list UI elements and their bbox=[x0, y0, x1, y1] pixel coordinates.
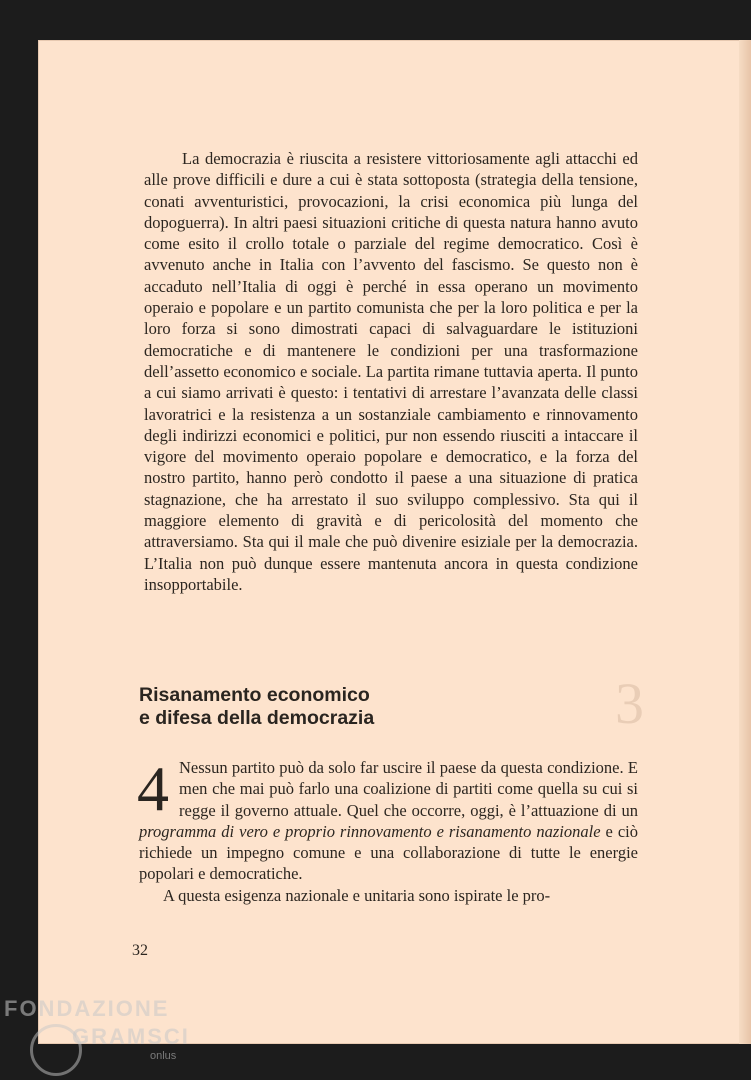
section-text-emphasis: programma di vero e proprio rinnovamento e risanamento nazionale bbox=[139, 821, 601, 841]
section-heading-line2: e difesa della democrazia bbox=[139, 706, 375, 729]
body-paragraph-text: La democrazia è riuscita a resistere vittoriosamente agli attacchi ed alle prove difficili e dure a cui è stata sottoposta (strategia della tensione, conati avventuristici, provocazioni, la crisi economica più lunga del dopoguerra). In altri paesi situazioni critiche di questa natura hanno avuto come esito il crollo totale o parziale del regime democratico. Così è avvenuto anche in Italia con l’avvento del fascismo. Se questo non è accaduto nell’Italia di oggi è perché in essa operano un movimento operaio e popolare e un partito comunista che per la loro politica e per la loro forza si sono dimostrati capaci di salvaguardare le istituzioni democratiche e di mantenere le condizioni per una trasformazione dell’assetto economico e sociale. La partita rimane tuttavia aperta. Il punto a cui siamo arrivati è questo: i tentativi di arrestare l’avanzata delle classi lavoratrici e la resistenza a un sostanziale cambiamento e rinnovamento degli indirizzi economici e politici, pur non essendo riusciti a intaccare il vigore del movimento operaio popolare e democratico, e la forza del nostro partito, hanno però condotto il paese a una situazione di pratica stagnazione, che ha arrestato il suo sviluppo complessivo. Sta qui il maggiore elemento di gravità e di pericolosità del momento che attraversiamo. Sta qui il male che può divenire esiziale per la democrazia. L’Italia non può dunque essere mantenuta ancora in questa condizione insopportabile. bbox=[144, 149, 638, 594]
watermark-onlus: onlus bbox=[150, 1050, 177, 1062]
section-paragraph bbox=[137, 753, 638, 885]
section-number: 4 bbox=[137, 753, 169, 824]
section-next-paragraph: A questa esigenza nazionale e unitaria sono ispirate le pro- bbox=[163, 885, 551, 905]
page-edge bbox=[739, 40, 751, 1044]
section-text-before: Nessun partito può da solo far uscire il paese da questa condizione. E men che mai può farlo una coalizione di partiti come quella su cui si regge il governo attuale. Quel che occorre, oggi, è l’attuazione di un bbox=[179, 758, 638, 820]
body-paragraph bbox=[144, 148, 638, 595]
section-text-after: e ciò richiede un impegno comune e una collaborazione di tutte le energie popolari e democratiche. bbox=[139, 821, 638, 884]
page-number: 32 bbox=[132, 942, 148, 959]
bleed-through-glyph: 3 bbox=[615, 671, 644, 736]
section-body bbox=[137, 753, 638, 906]
section-heading-line1: Risanamento economico bbox=[139, 684, 370, 706]
watermark-line2: GRAMSCI bbox=[72, 1024, 190, 1049]
section-heading bbox=[139, 684, 539, 729]
watermark-line1: FONDAZIONE bbox=[4, 996, 170, 1021]
watermark bbox=[4, 996, 190, 1049]
